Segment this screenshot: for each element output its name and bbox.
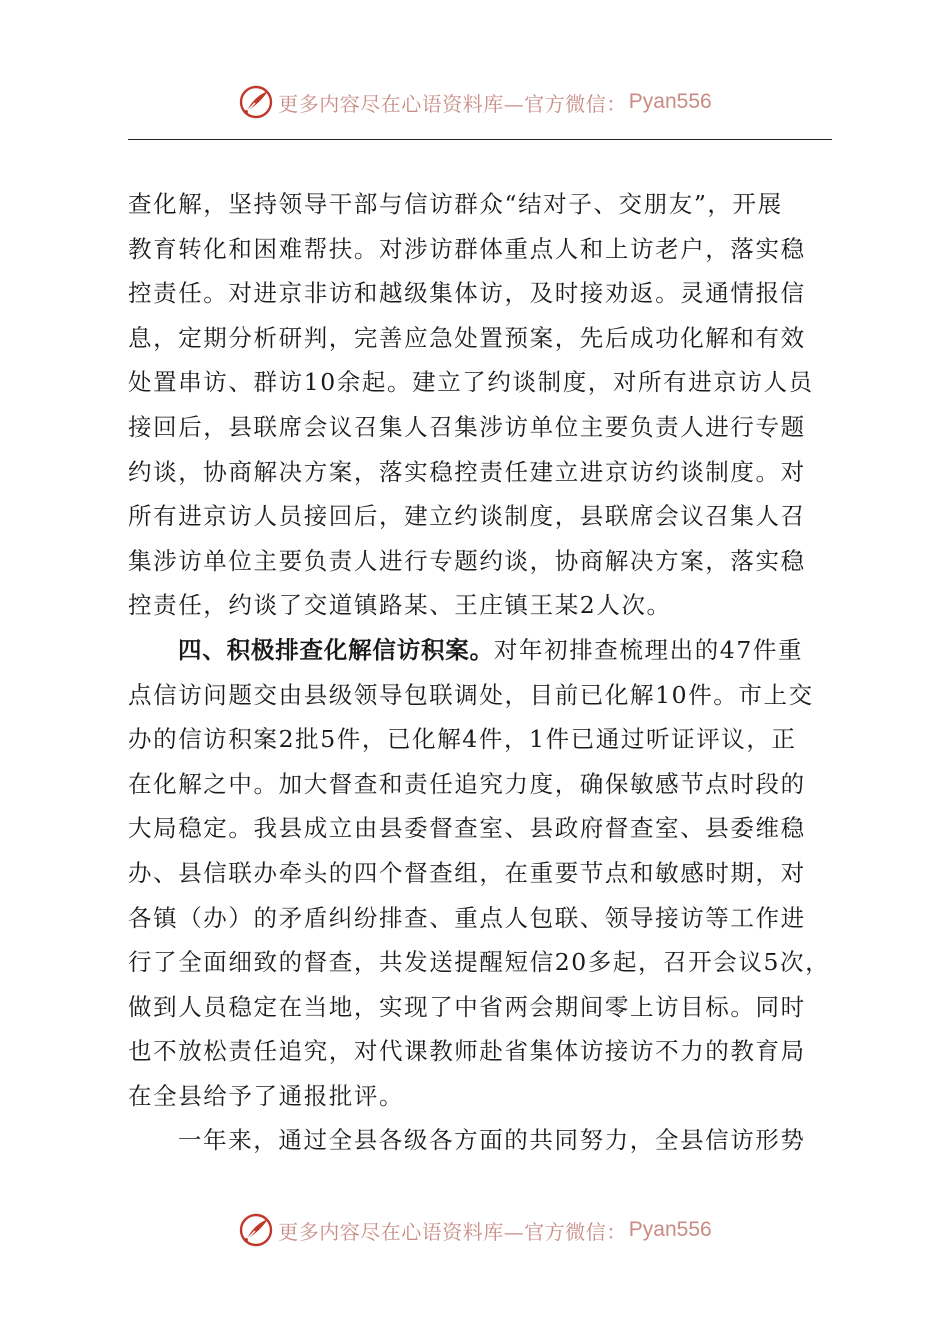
text-line: 点信访问题交由县级领导包联调处，目前已化解10件。市上交	[128, 680, 814, 709]
text-line: 做到人员稳定在当地，实现了中省两会期间零上访目标。同时	[128, 992, 806, 1021]
text-line: 也不放松责任追究，对代课教师赴省集体访接访不力的教育局	[128, 1037, 806, 1066]
watermark-text: 更多内容尽在心语资料库—官方微信：	[278, 1219, 627, 1244]
text-line: 各镇（办）的矛盾纠纷排查、重点人包联、领导接访等工作进	[128, 903, 806, 932]
text-line: 息，定期分析研判，完善应急处置预案，先后成功化解和有效	[128, 323, 806, 352]
text-line: 教育转化和困难帮扶。对涉访群体重点人和上访老户，落实稳	[128, 234, 806, 263]
text-line: 所有进京访人员接回后，建立约谈制度，县联席会议召集人召	[128, 502, 806, 531]
watermark-text: 更多内容尽在心语资料库—官方微信：	[278, 91, 627, 116]
text-line: 办的信访积案2批5件，已化解4件，1件已通过听证评议，正	[128, 725, 797, 754]
text-line: 大局稳定。我县成立由县委督查室、县政府督查室、县委维稳	[128, 814, 806, 843]
heading-line-rest: 对年初排查梳理出的47件重	[493, 635, 804, 664]
paragraph-1	[128, 182, 828, 628]
text-line: 在化解之中。加大督查和责任追究力度，确保敏感节点时段的	[128, 769, 806, 798]
text-line: 行了全面细致的督查，共发送提醒短信20多起，召开会议5次，	[128, 948, 831, 977]
text-line: 约谈，协商解决方案，落实稳控责任建立进京访约谈制度。对	[128, 457, 806, 486]
section-heading: 四、积极排查化解信访积案。	[178, 635, 494, 664]
text-line: 办、县信联办牵头的四个督查组，在重要节点和敏感时期，对	[128, 858, 806, 887]
text-line: 查化解，坚持领导干部与信访群众“结对子、交朋友”，开展	[128, 190, 783, 218]
paragraph-3	[128, 1118, 828, 1163]
text-line: 控责任，约谈了交道镇路某、王庄镇王某2人次。	[128, 591, 672, 620]
text-line: 控责任。对进京非访和越级集体访，及时接劝返。灵通情报信	[128, 279, 806, 308]
text-line: 在全县给予了通报批评。	[128, 1081, 405, 1110]
footer-watermark	[0, 1210, 950, 1250]
watermark-wechat-id: Pyan556	[628, 90, 712, 113]
quill-logo-icon	[238, 1212, 274, 1248]
quill-logo-icon	[238, 84, 274, 120]
text-line: 处置串访、群访10余起。建立了约谈制度，对所有进京访人员	[128, 368, 814, 397]
header-rule	[128, 139, 832, 140]
watermark-wechat-id: Pyan556	[628, 1218, 712, 1241]
text-line-heading	[128, 628, 828, 673]
text-line: 集涉访单位主要负责人进行专题约谈，协商解决方案，落实稳	[128, 546, 806, 575]
document-body	[128, 182, 831, 1163]
header-watermark	[0, 82, 950, 122]
text-line: 接回后，县联席会议召集人召集涉访单位主要负责人进行专题	[128, 412, 806, 441]
paragraph-2	[128, 628, 831, 1119]
text-line: 一年来，通过全县各级各方面的共同努力，全县信访形势	[178, 1126, 806, 1155]
